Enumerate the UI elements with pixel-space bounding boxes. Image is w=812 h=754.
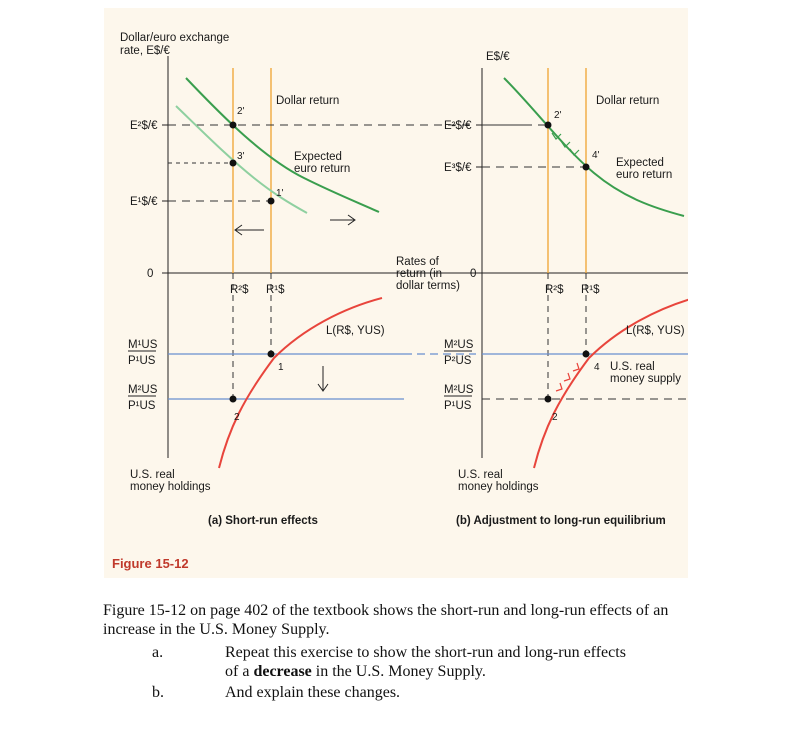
panel-b-supply-1: U.S. real — [610, 361, 655, 373]
panel-a-m2-den: P¹US — [128, 400, 156, 412]
panel-a-label-3p: 3' — [237, 151, 245, 162]
panel-b-label-2: 2 — [552, 412, 558, 423]
panel-a-r2-label: R²$ — [230, 284, 249, 296]
panel-a-money-demand — [219, 298, 382, 468]
rates-label-1: Rates of — [396, 256, 439, 268]
panel-a-caption: (a) Short-run effects — [208, 515, 318, 527]
item-b-text: And explain these changes. — [225, 684, 401, 701]
panel-b-m2p1-num: M²US — [444, 384, 474, 396]
panel-a-point-1p — [268, 198, 275, 205]
item-a-text-1: Repeat this exercise to show the short-run and long-run effects — [225, 644, 626, 661]
panel-a-expected-2: euro return — [294, 163, 351, 175]
panel-b-y-title: E$/€ — [486, 51, 510, 63]
item-a-text-2-pre: of a — [225, 663, 254, 680]
item-a-text-2 — [225, 662, 715, 681]
panel-a-x-title-2: money holdings — [130, 481, 211, 493]
panel-b-point-4 — [583, 351, 590, 358]
intro-paragraph: Figure 15-12 on page 402 of the textbook shows the short-run and long-run effects of an increase in the U.S. Money Supply. — [103, 602, 669, 638]
panel-b-m2p1-den: P¹US — [444, 400, 472, 412]
item-a-text-2-post: in the U.S. Money Supply. — [311, 663, 486, 680]
panel-b-label-2p: 2' — [554, 110, 562, 121]
panel-a-e1-label: E¹$/€ — [130, 196, 158, 208]
panel-a-label-2p: 2' — [237, 106, 245, 117]
left-arrow — [235, 225, 264, 235]
panel-a-dollar-return: Dollar return — [276, 95, 340, 107]
item-a-bold-word: decrease — [253, 663, 312, 680]
panel-a-y-title-1: Dollar/euro exchange — [120, 32, 230, 44]
panel-a-zero-label: 0 — [147, 268, 154, 280]
rates-label-3: dollar terms) — [396, 280, 460, 292]
panel-b-m2p2-num: M²US — [444, 339, 474, 351]
panel-b-point-4p — [583, 164, 590, 171]
item-b-marker: b. — [152, 684, 164, 701]
right-arrow — [330, 215, 355, 225]
panel-b-r2-label: R²$ — [545, 284, 564, 296]
panel-b-label-4: 4 — [594, 362, 600, 373]
figure-tag: Figure 15-12 — [112, 556, 189, 571]
panel-b-point-2 — [545, 396, 552, 403]
panel-a-e2-label: E²$/€ — [130, 120, 158, 132]
down-arrow — [318, 366, 328, 391]
panel-a-money-demand-label: L(R$, YUS) — [326, 325, 385, 337]
panel-a-point-3p — [230, 160, 237, 167]
panel-a-m2-num: M²US — [128, 384, 158, 396]
panel-b-x-title-2: money holdings — [458, 481, 539, 493]
item-a-marker: a. — [152, 644, 164, 661]
panel-a-point-1 — [268, 351, 275, 358]
panel-b-label-4p: 4' — [592, 150, 600, 161]
panel-b-expected-2: euro return — [616, 169, 673, 181]
panel-b-point-2p — [545, 122, 552, 129]
panel-a-r1-label: R¹$ — [266, 284, 285, 296]
panel-b-zero-label: 0 — [470, 268, 477, 280]
panel-a-label-2: 2 — [234, 412, 240, 423]
panel-b-x-title-1: U.S. real — [458, 469, 503, 481]
panel-a-expected-1: Expected — [294, 151, 342, 163]
panel-b-supply-2: money supply — [610, 373, 681, 385]
rates-label-2: return (in — [396, 268, 443, 280]
panel-a-point-2 — [230, 396, 237, 403]
panel-a-y-title-2: rate, E$/€ — [120, 45, 170, 57]
panel-b-r1-label: R¹$ — [581, 284, 600, 296]
panel-a-m1-den: P¹US — [128, 355, 156, 367]
panel-b-dollar-return: Dollar return — [596, 95, 660, 107]
panel-b-money-demand-label: L(R$, YUS) — [626, 325, 685, 337]
panel-b-caption: (b) Adjustment to long-run equilibrium — [456, 515, 666, 527]
panel-a-label-1p: 1' — [276, 188, 284, 199]
panel-b-expected-1: Expected — [616, 157, 664, 169]
panel-a-point-2p — [230, 122, 237, 129]
panel-b-e2-label: E²$/€ — [444, 120, 472, 132]
panel-a-label-1: 1 — [278, 362, 284, 373]
panel-a-m1-num: M¹US — [128, 339, 158, 351]
figure-panel — [104, 8, 688, 578]
panel-b-m2p2-den: P²US — [444, 355, 472, 367]
panel-b-e3-label: E³$/€ — [444, 162, 472, 174]
figure-diagram — [104, 8, 688, 578]
panel-a-x-title-1: U.S. real — [130, 469, 175, 481]
